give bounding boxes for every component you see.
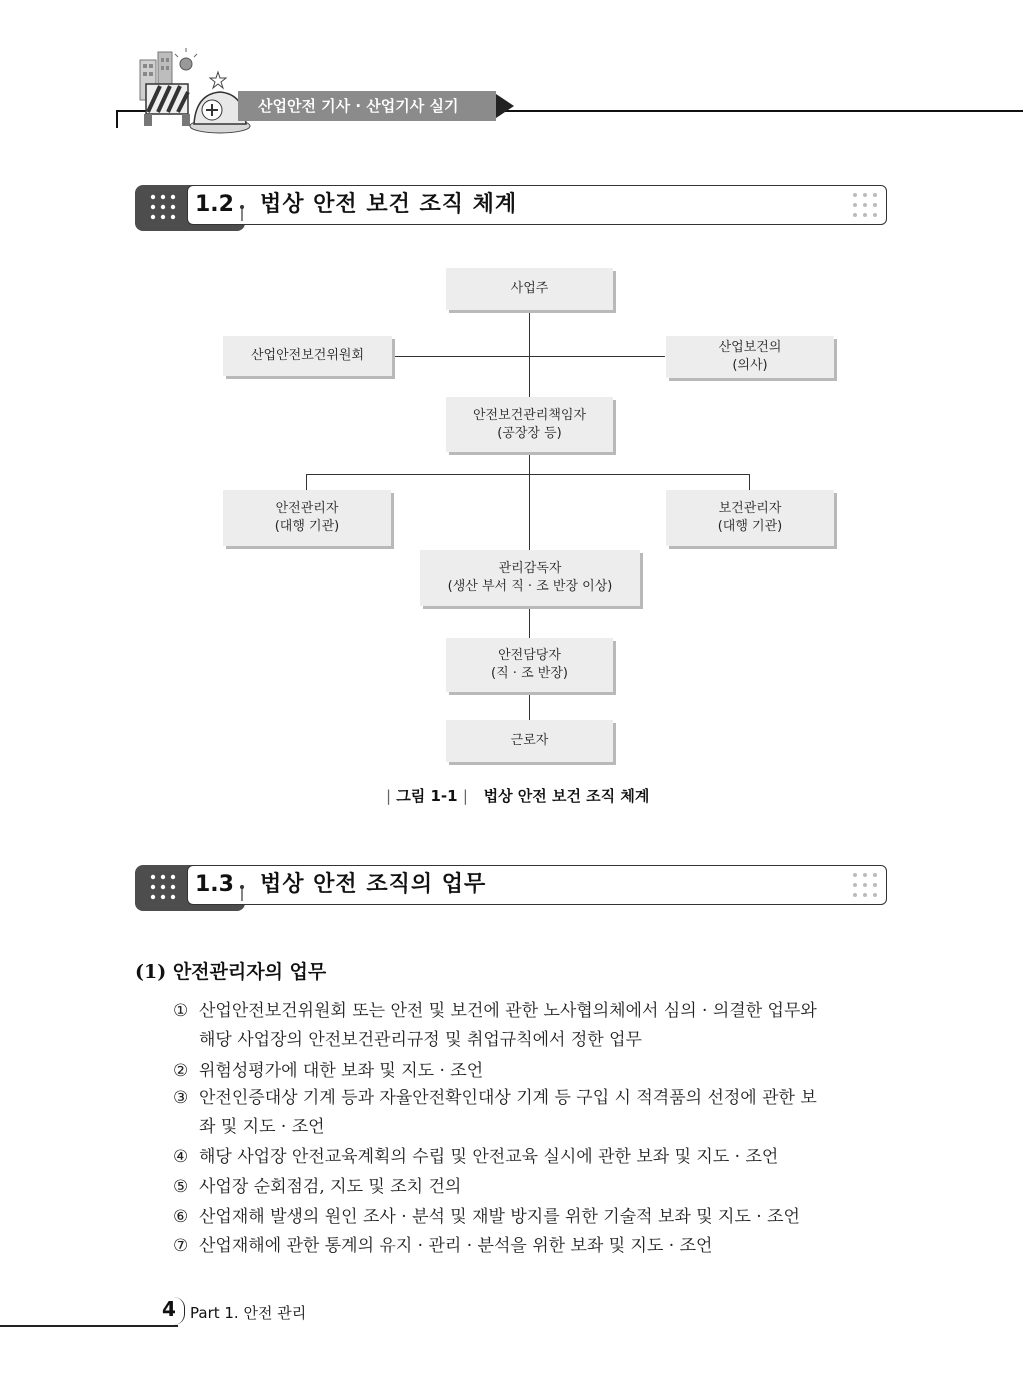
heading-bullet-icon bbox=[240, 871, 244, 901]
list-text: 위험성평가에 대한 보좌 및 지도 · 조언 bbox=[199, 1061, 484, 1081]
org-supervisor-label: 관리감독자 bbox=[498, 561, 562, 576]
figure-label: 그림 1-1 bbox=[396, 787, 458, 805]
org-staff-drop-left bbox=[306, 474, 307, 490]
section-number: 1.2 bbox=[195, 192, 234, 217]
section-title: 법상 안전 조직의 업무 bbox=[260, 872, 487, 897]
dots-icon bbox=[851, 871, 881, 899]
section-title: 법상 안전 보건 조직 체계 bbox=[260, 192, 518, 217]
list-item bbox=[173, 1084, 887, 1142]
list-text: 사업장 순회점검, 지도 및 조치 건의 bbox=[199, 1177, 462, 1197]
org-box-owner bbox=[446, 268, 613, 310]
list-marker: ② bbox=[173, 1061, 189, 1081]
org-staff-line bbox=[306, 474, 750, 475]
org-advisory-line bbox=[393, 356, 665, 357]
org-health-manager-sub: (대행 기관) bbox=[717, 519, 783, 534]
list-text: 산업재해에 관한 통계의 유지 · 관리 · 분석을 위한 보좌 및 지도 · 조언 bbox=[199, 1236, 713, 1256]
org-box-committee bbox=[223, 336, 392, 376]
book-title-tab: 산업안전 기사 · 산업기사 실기 bbox=[238, 91, 496, 121]
part-title: Part 1. 안전 관리 bbox=[190, 1304, 307, 1322]
list-item bbox=[173, 1173, 887, 1202]
org-staff-drop-right bbox=[749, 474, 750, 490]
list-text-continued: 해당 사업장의 안전보건관리규정 및 취업규칙에서 정한 업무 bbox=[199, 1030, 642, 1050]
list-marker: ③ bbox=[173, 1088, 189, 1108]
heading-bullet-icon bbox=[240, 191, 244, 221]
list-marker: ⑥ bbox=[173, 1207, 189, 1227]
dots-icon bbox=[149, 193, 179, 221]
org-box-health-manager bbox=[666, 490, 834, 546]
org-box-doctor bbox=[666, 336, 834, 378]
list-item bbox=[173, 1232, 887, 1261]
list-marker: ⑤ bbox=[173, 1177, 189, 1197]
org-doctor-sub: (의사) bbox=[732, 358, 768, 373]
org-safety-officer-label: 안전담당자 bbox=[498, 648, 561, 663]
org-safety-officer-sub: (직 · 조 반장) bbox=[491, 666, 568, 681]
org-safety-manager-sub: (대행 기관) bbox=[274, 519, 340, 534]
org-box-safety-manager bbox=[223, 490, 391, 546]
org-box-safety-officer bbox=[446, 638, 613, 692]
org-safety-manager-label: 안전관리자 bbox=[275, 501, 339, 516]
list-item bbox=[173, 1143, 887, 1172]
org-manager-chief-sub: (공장장 등) bbox=[497, 425, 562, 441]
org-box-supervisor bbox=[420, 550, 640, 606]
org-doctor-label: 산업보건의 bbox=[718, 340, 782, 355]
subsection-heading: (1) 안전관리자의 업무 bbox=[135, 961, 327, 983]
list-item bbox=[173, 1203, 887, 1232]
org-workers-label: 근로자 bbox=[510, 733, 549, 748]
dots-icon bbox=[851, 191, 881, 219]
org-box-workers bbox=[446, 720, 613, 762]
book-title-arrow bbox=[496, 94, 514, 118]
list-text: 산업안전보건위원회 또는 안전 및 보건에 관한 노사협의체에서 심의 · 의결한 업무와 bbox=[199, 1001, 817, 1021]
org-committee-label: 산업안전보건위원회 bbox=[250, 348, 365, 363]
page-number-brace bbox=[174, 1297, 185, 1325]
list-text: 안전인증대상 기계 등과 자율안전확인대상 기계 등 구입 시 적격품의 선정에 관한 보 bbox=[199, 1088, 817, 1108]
construction-illustration bbox=[134, 48, 254, 134]
list-text-continued: 좌 및 지도 · 조언 bbox=[199, 1117, 325, 1137]
section-number: 1.3 bbox=[195, 872, 234, 897]
org-box-manager-chief bbox=[446, 397, 613, 452]
figure-caption: | 그림 1-1 | 법상 안전 보건 조직 체계 bbox=[386, 787, 650, 805]
list-marker: ① bbox=[173, 1001, 189, 1021]
list-marker: ④ bbox=[173, 1147, 189, 1167]
list-text: 산업재해 발생의 원인 조사 · 분석 및 재발 방지를 위한 기술적 보좌 및 지도 · 조언 bbox=[199, 1207, 800, 1227]
section-heading-1-2 bbox=[135, 185, 887, 231]
org-health-manager-label: 보건관리자 bbox=[718, 501, 782, 516]
figure-title: 법상 안전 보건 조직 체계 bbox=[483, 787, 650, 805]
dots-icon bbox=[149, 873, 179, 901]
list-marker: ⑦ bbox=[173, 1236, 189, 1256]
list-item bbox=[173, 997, 887, 1055]
section-heading-1-3 bbox=[135, 865, 887, 911]
org-manager-chief-label: 안전보건관리책임자 bbox=[472, 407, 587, 423]
list-text: 해당 사업장 안전교육계획의 수립 및 안전교육 실시에 관한 보좌 및 지도 · 조언 bbox=[199, 1147, 779, 1167]
header-rule-right bbox=[500, 110, 1023, 112]
list-item bbox=[173, 1057, 887, 1086]
header-rule-left bbox=[116, 110, 118, 128]
org-supervisor-sub: (생산 부서 직 · 조 반장 이상) bbox=[447, 579, 613, 594]
footer-rule bbox=[0, 1325, 178, 1327]
org-owner-label: 사업주 bbox=[510, 281, 549, 296]
page-number: 4 bbox=[162, 1297, 176, 1321]
